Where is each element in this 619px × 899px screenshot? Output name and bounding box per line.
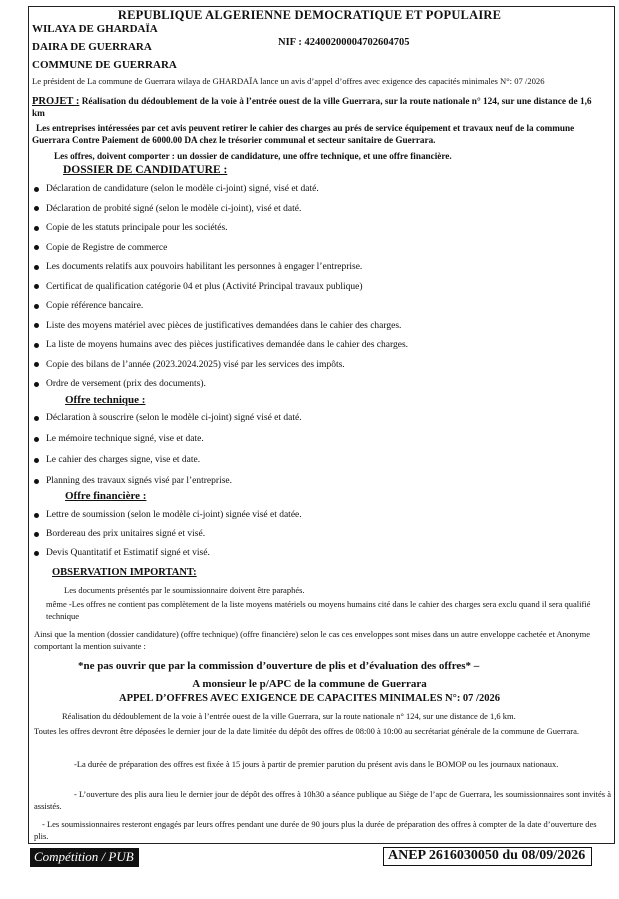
projet-label: PROJET : bbox=[32, 96, 80, 107]
observation-address: A monsieur le p/APC de la commune de Guerrara bbox=[192, 678, 427, 690]
appel-ouverture: - L’ouverture des plis aura lieu le dernier jour de dépôt des offres à 10h30 a séance publique au Siège de l’apc de Guerrara, les soumissionnaires sont invités à assistés. bbox=[34, 789, 611, 811]
observation-quote: *ne pas ouvrir que par la commission d’ouverture de plis et d’évaluation des offres* – bbox=[78, 660, 480, 672]
list-item bbox=[34, 262, 362, 272]
offres-comportent-text: Les offres, doivent comporter : un dossier de candidature, une offre technique, et une offre financière. bbox=[54, 151, 452, 161]
financiere-heading: Offre financière : bbox=[65, 490, 147, 502]
list-item-text: Planning des travaux signés visé par l’entreprise. bbox=[46, 476, 232, 486]
list-item bbox=[34, 529, 205, 539]
list-item-text: Copie de Registre de commerce bbox=[46, 242, 168, 253]
list-item bbox=[34, 360, 345, 370]
appel-engagement: - Les soumissionnaires resteront engagés par leurs offres pendant une durée de 90 jours plus la durée de préparation des offres à compter de la date d’ouverture des plis. bbox=[34, 819, 597, 841]
list-item bbox=[34, 510, 302, 520]
list-item bbox=[34, 340, 408, 350]
observation-p1: Les documents présentés par le soumissionnaire doivent être paraphés. bbox=[64, 585, 305, 595]
list-item bbox=[34, 434, 204, 444]
list-item-text: Déclaration de probité signé (selon le modèle ci-joint), visé et daté. bbox=[46, 203, 302, 214]
bullet-icon bbox=[34, 226, 39, 231]
list-item bbox=[34, 282, 363, 292]
bullet-icon bbox=[34, 532, 39, 537]
bullet-icon bbox=[34, 265, 39, 270]
bullet-icon bbox=[34, 343, 39, 348]
commune-label: COMMUNE DE GUERRARA bbox=[32, 59, 177, 71]
list-item-text: La liste de moyens humains avec des pièces justificatives demandée dans le cahier des charges. bbox=[46, 340, 409, 350]
competition-badge: Compétition / PUB bbox=[30, 848, 139, 867]
list-item bbox=[34, 413, 302, 423]
observation-heading: OBSERVATION IMPORTANT: bbox=[52, 567, 197, 578]
list-item-text: Devis Quantitatif et Estimatif signé et visé. bbox=[46, 548, 210, 558]
list-item-text: Copie référence bancaire. bbox=[46, 301, 144, 311]
daira-label: DAIRA DE GUERRARA bbox=[32, 41, 152, 53]
list-item-text: Copie de les statuts principale pour les sociétés. bbox=[46, 223, 228, 233]
observation-p3: Ainsi que la mention (dossier candidature) (offre technique) (offre financière) selon le cas ces enveloppes sont mises dans un autre enveloppe cachetée et Anonyme comportant la mention suivante : bbox=[34, 629, 590, 651]
list-item bbox=[34, 301, 143, 311]
observation-p2: même -Les offres ne contient pas complètement de la liste moyens matériels ou moyens humains cité dans le cahier des charges sera exclu quand il sera qualifié technique bbox=[46, 599, 591, 621]
bullet-icon bbox=[34, 458, 39, 463]
projet-block bbox=[32, 96, 602, 120]
list-item-text: Ordre de versement (prix des documents). bbox=[46, 379, 206, 389]
bullet-icon bbox=[34, 245, 39, 250]
list-item-text: Le mémoire technique signé, vise et date. bbox=[46, 434, 204, 444]
bullet-icon bbox=[34, 416, 39, 421]
intro-text: Le président de La commune de Guerrara wilaya de GHARDAÏA lance un avis d’appel d’offres avec exigence des capacités minimales N°: 07 /2026 bbox=[32, 76, 545, 86]
appel-projet: Réalisation du dédoublement de la voie à l’entrée ouest de la ville Guerrara, sur la route nationale n° 124, sur une distance de 1,6 km. bbox=[62, 711, 516, 721]
bullet-icon bbox=[34, 479, 39, 484]
bullet-icon bbox=[34, 284, 39, 289]
bullet-icon bbox=[34, 513, 39, 518]
bullet-icon bbox=[34, 304, 39, 309]
bullet-icon bbox=[34, 551, 39, 556]
candidature-heading: DOSSIER DE CANDIDATURE : bbox=[63, 164, 228, 176]
bullet-icon bbox=[34, 362, 39, 367]
list-item bbox=[34, 455, 200, 465]
list-item-text: Les documents relatifs aux pouvoirs habilitant les personnes à engager l’entreprise. bbox=[46, 262, 363, 272]
technique-heading: Offre technique : bbox=[65, 394, 146, 406]
republic-title: REPUBLIQUE ALGERIENNE DEMOCRATIQUE ET POPULAIRE bbox=[117, 8, 502, 22]
wilaya-label: WILAYA DE GHARDAÏA bbox=[32, 23, 158, 35]
projet-text: Réalisation du dédoublement de la voie à l’entrée ouest de la ville Guerrara, sur la route nationale n° 124, sur une distance de 1,6 km bbox=[32, 97, 592, 119]
appel-heading: APPEL D’OFFRES AVEC EXIGENCE DE CAPACITES MINIMALES N°: 07 /2026 bbox=[119, 693, 500, 704]
bullet-icon bbox=[34, 323, 39, 328]
list-item bbox=[34, 379, 206, 389]
list-item-text: Déclaration à souscrire (selon le modèle ci-joint) signé visé et daté. bbox=[46, 413, 302, 423]
bullet-icon bbox=[34, 437, 39, 442]
bullet-icon bbox=[34, 206, 39, 211]
list-item bbox=[34, 321, 401, 331]
list-item-text: Lettre de soumission (selon le modèle ci-joint) signée visé et datée. bbox=[46, 510, 302, 520]
bullet-icon bbox=[34, 382, 39, 387]
anep-reference-badge: ANEP 2616030050 du 08/09/2026 bbox=[383, 847, 592, 866]
nif-number: NIF : 42400200004702604705 bbox=[278, 37, 410, 48]
list-item bbox=[34, 548, 210, 558]
list-item-text: Liste des moyens matériel avec pièces de justificatives demandées dans le cahier des charges. bbox=[46, 320, 402, 331]
list-item bbox=[34, 476, 232, 486]
list-item bbox=[34, 204, 301, 214]
list-item-text: Copie des bilans de l’année (2023.2024.2025) visé par les services des impôts. bbox=[46, 359, 345, 370]
list-item bbox=[34, 243, 167, 253]
bullet-icon bbox=[34, 187, 39, 192]
list-item-text: Certificat de qualification catégorie 04 et plus (Activité Principal travaux publique) bbox=[46, 281, 363, 292]
list-item-text: Déclaration de candidature (selon le modèle ci-joint) signé, visé et daté. bbox=[46, 184, 319, 194]
list-item bbox=[34, 223, 228, 233]
retrait-text: Les entreprises intéressées par cet avis peuvent retirer le cahier des charges au prés de service équipement et travaux neuf de la commune Guerrara Contre Paiement de 6000.00 DA chez le trésorier communal et secteur sanitaire de Guerrara. bbox=[32, 123, 575, 145]
list-item-text: Le cahier des charges signe, vise et date. bbox=[46, 455, 201, 465]
appel-duree: -La durée de préparation des offres est fixée à 15 jours à partir de premier parution du présent avis dans le BOMOP ou les journaux nationaux. bbox=[74, 759, 559, 769]
appel-depot: Toutes les offres devront être déposées le dernier jour de la date limitée du dépôt des offres de 08:00 à 10:00 au secrétariat générale de la commune de Guerrara. bbox=[34, 726, 579, 736]
list-item-text: Bordereau des prix unitaires signé et visé. bbox=[46, 529, 206, 539]
list-item bbox=[34, 184, 319, 194]
